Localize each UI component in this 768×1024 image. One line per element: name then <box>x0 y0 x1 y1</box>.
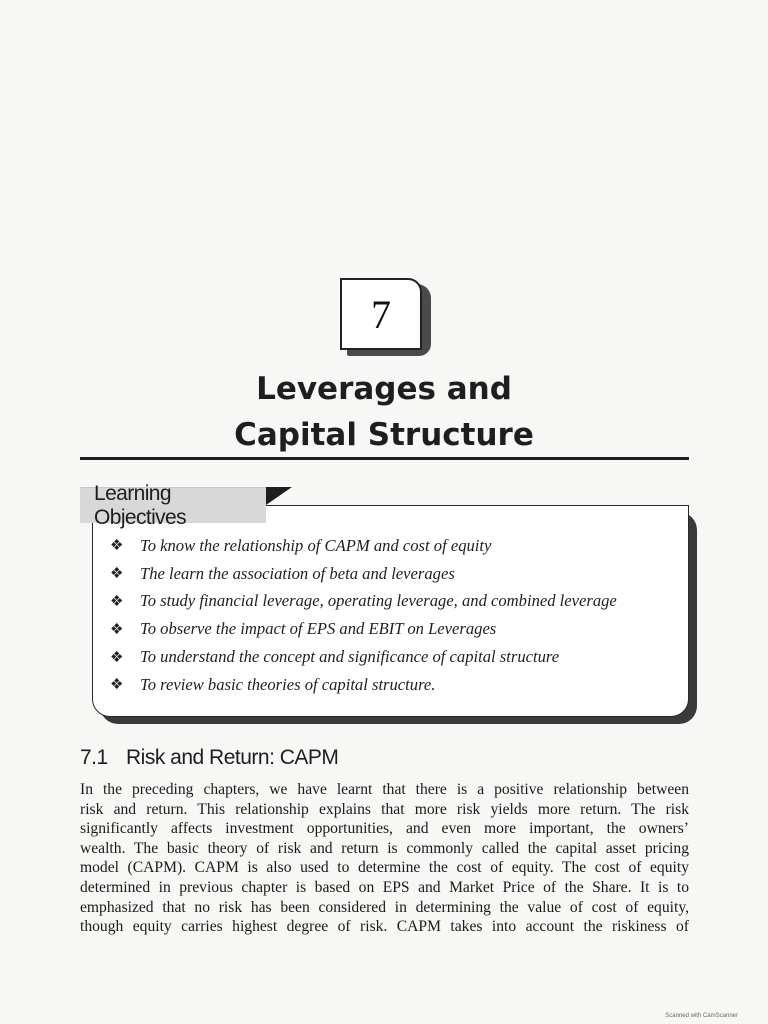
paragraph-line: wealth. The basic theory of risk and return is commonly called the capital asset pricing <box>80 839 689 857</box>
objective-text: To know the relationship of CAPM and cost of equity <box>140 535 492 555</box>
diamond-bullet-icon: ❖ <box>110 593 124 610</box>
objective-text: To observe the impact of EPS and EBIT on Leverages <box>140 619 497 639</box>
objective-text: To review basic theories of capital structure. <box>140 674 436 694</box>
paragraph-line: model (CAPM). CAPM is also used to determine the cost of equity. The cost of equity <box>80 859 689 877</box>
objectives-list <box>110 532 617 699</box>
paragraph-line: significantly affects investment opportunities, and even more important, the owners’ <box>80 820 689 838</box>
chapter-number: 7 <box>340 278 422 350</box>
section-number: 7.1 <box>80 746 108 769</box>
paragraph-line: though equity carries highest degree of risk. CAPM takes into account the riskiness of <box>80 918 689 936</box>
paragraph-line: risk and return. This relationship explains that more risk yields more return. The risk <box>80 800 689 818</box>
paragraph-line: In the preceding chapters, we have learnt that there is a positive relationship between <box>80 781 689 798</box>
paragraph-line: emphasized that no risk has been considered in determining the value of cost of equity, <box>80 898 689 916</box>
chapter-title <box>0 366 768 458</box>
diamond-bullet-icon: ❖ <box>110 621 124 638</box>
objectives-heading: Learning Objectives <box>80 487 266 523</box>
objective-item <box>110 560 617 588</box>
objective-text: To understand the concept and significance of capital structure <box>140 647 560 667</box>
section-heading <box>80 746 338 770</box>
scanner-stamp: Scanned with CamScanner <box>665 1013 738 1019</box>
objectives-heading-corner <box>266 487 292 505</box>
chapter-title-line-2: Capital Structure <box>234 417 534 453</box>
objective-item <box>110 671 617 699</box>
section-title: Risk and Return: CAPM <box>126 746 339 769</box>
chapter-number-box <box>340 278 432 356</box>
diamond-bullet-icon: ❖ <box>110 677 124 694</box>
objective-item <box>110 615 617 643</box>
diamond-bullet-icon: ❖ <box>110 566 124 583</box>
title-divider <box>80 457 689 460</box>
diamond-bullet-icon: ❖ <box>110 649 124 666</box>
body-paragraph <box>80 780 689 937</box>
chapter-title-line-1: Leverages and <box>256 371 512 407</box>
objective-text: To study financial leverage, operating leverage, and combined leverage <box>140 591 617 611</box>
objective-item <box>110 643 617 671</box>
paragraph-line: determined in previous chapter is based on EPS and Market Price of the Share. It is to <box>80 878 689 896</box>
objective-item <box>110 532 617 560</box>
diamond-bullet-icon: ❖ <box>110 538 124 555</box>
objective-item <box>110 588 617 616</box>
objective-text: The learn the association of beta and leverages <box>140 563 455 583</box>
